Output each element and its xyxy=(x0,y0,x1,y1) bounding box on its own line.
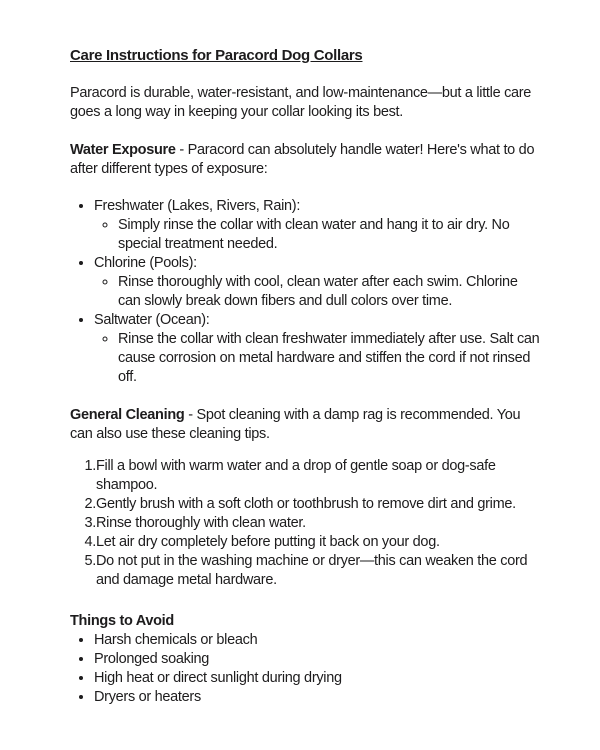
list-item-freshwater xyxy=(94,197,542,254)
list-item-label: Freshwater (Lakes, Rivers, Rain): xyxy=(94,198,301,214)
general-cleaning-lead: - Spot cleaning with a damp rag is recommended. You can also use these cleaning tips. xyxy=(70,407,521,442)
avoid-item: • Dryers or heaters xyxy=(94,688,542,707)
general-cleaning-heading: General Cleaning xyxy=(70,407,185,423)
avoid-item: • Harsh chemicals or bleach xyxy=(94,631,542,650)
list-item-detail: ◦ Rinse thoroughly with cool, clean water after each swim. Chlorine can slowly break down fibers and dull colors over time. xyxy=(118,273,542,311)
document-title: Care Instructions for Paracord Dog Collars xyxy=(70,47,363,64)
water-exposure-paragraph xyxy=(70,141,542,179)
avoid-item: • Prolonged soaking xyxy=(94,650,542,669)
things-to-avoid-heading: Things to Avoid xyxy=(70,613,174,629)
water-exposure-heading: Water Exposure xyxy=(70,142,176,158)
list-item-detail: ◦ Rinse the collar with clean freshwater immediately after use. Salt can cause corrosion on metal hardware and stiffen the cord if not rinsed off. xyxy=(118,330,542,387)
list-item-chlorine xyxy=(94,254,542,311)
things-to-avoid-list xyxy=(70,631,542,707)
cleaning-steps-list xyxy=(70,457,542,590)
cleaning-step: 5. Do not put in the washing machine or dryer—this can weaken the cord and damage metal hardware. xyxy=(96,552,542,590)
general-cleaning-paragraph xyxy=(70,406,542,444)
list-item-label: Chlorine (Pools): xyxy=(94,255,197,271)
water-exposure-lead: - Paracord can absolutely handle water! Here's what to do after different types of exposure: xyxy=(70,142,535,177)
saltwater-sublist xyxy=(94,330,542,387)
chlorine-sublist xyxy=(94,273,542,311)
cleaning-step: 3. Rinse thoroughly with clean water. xyxy=(96,514,542,533)
list-item-detail: ◦ Simply rinse the collar with clean water and hang it to air dry. No special treatment needed. xyxy=(118,216,542,254)
cleaning-step: 1. Fill a bowl with warm water and a drop of gentle soap or dog-safe shampoo. xyxy=(96,457,542,495)
list-item-label: Saltwater (Ocean): xyxy=(94,312,210,328)
water-exposure-list xyxy=(70,197,542,387)
list-item-saltwater xyxy=(94,311,542,387)
freshwater-sublist xyxy=(94,216,542,254)
cleaning-step: 2. Gently brush with a soft cloth or toothbrush to remove dirt and grime. xyxy=(96,495,542,514)
intro-paragraph: Paracord is durable, water-resistant, and low-maintenance—but a little care goes a long way in keeping your collar looking its best. xyxy=(70,85,532,120)
cleaning-step: 4. Let air dry completely before putting it back on your dog. xyxy=(96,533,542,552)
avoid-item: • High heat or direct sunlight during drying xyxy=(94,669,542,688)
